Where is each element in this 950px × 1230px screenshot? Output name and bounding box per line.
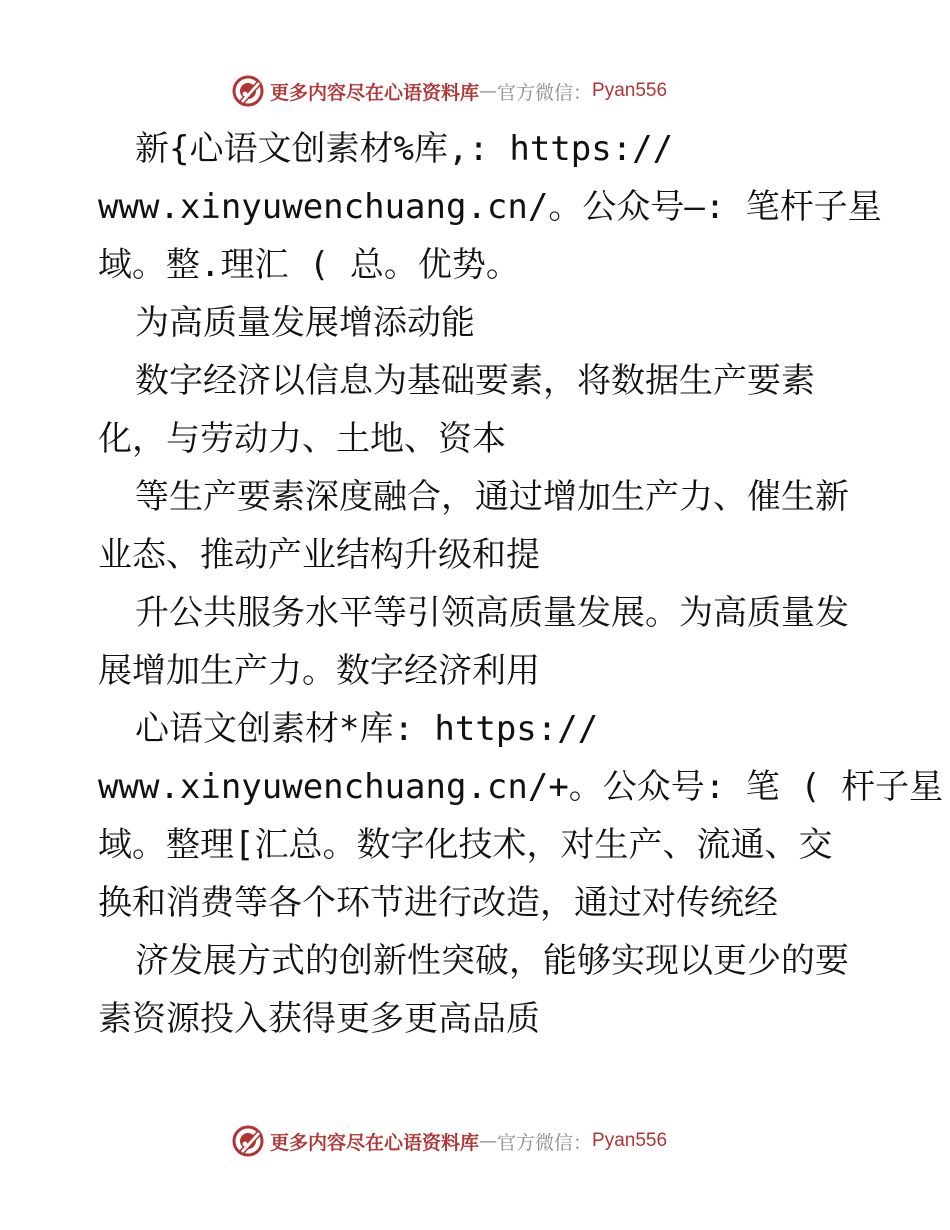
footer-banner <box>232 1124 752 1158</box>
body-line: 升公共服务水平等引领高质量发展。为高质量发 <box>135 593 849 633</box>
body-line: 素资源投入获得更多更高品质 <box>98 999 540 1039</box>
body-line: 新{心语文创素材%库,: https:// <box>135 129 674 169</box>
body-line: 等生产要素深度融合，通过增加生产力、催生新 <box>135 477 849 517</box>
body-line: 展增加生产力。数字经济利用 <box>98 651 540 691</box>
body-line: 域。整.理汇 ( 总。优势。 <box>98 245 520 285</box>
body-line: 数字经济以信息为基础要素，将数据生产要素 <box>135 361 815 401</box>
body-line: 济发展方式的创新性突破，能够实现以更少的要 <box>135 941 849 981</box>
body-line: 化，与劳动力、土地、资本 <box>98 419 506 459</box>
body-line: www.xinyuwenchuang.cn/+。公众号: 笔 ( 杆子星 <box>98 767 944 807</box>
body-line: www.xinyuwenchuang.cn/。公众号—: 笔杆子星 <box>98 187 882 227</box>
header-site-text: 更多内容尽在心语资料库 <box>270 81 480 104</box>
header-banner <box>232 74 752 108</box>
body-line: 为高质量发展增添动能 <box>135 303 475 343</box>
body-line: 域。整理[汇总。数字化技术，对生产、流通、交 <box>98 825 833 865</box>
header-wechat-id: Pyan556 <box>592 80 668 101</box>
footer-wechat-id: Pyan556 <box>592 1130 668 1151</box>
pen-logo-icon <box>232 1125 264 1157</box>
footer-wechat-label: 官方微信： <box>497 1131 593 1154</box>
footer-dash: — <box>479 1130 498 1152</box>
header-dash: — <box>479 80 498 102</box>
header-wechat-label: 官方微信： <box>497 81 593 104</box>
pen-logo-icon <box>232 75 264 107</box>
footer-site-text: 更多内容尽在心语资料库 <box>270 1131 480 1154</box>
body-line: 心语文创素材*库: https:// <box>135 709 599 749</box>
body-line: 业态、推动产业结构升级和提 <box>98 535 540 575</box>
document-body <box>98 120 944 1048</box>
body-line: 换和消费等各个环节进行改造，通过对传统经 <box>98 883 778 923</box>
